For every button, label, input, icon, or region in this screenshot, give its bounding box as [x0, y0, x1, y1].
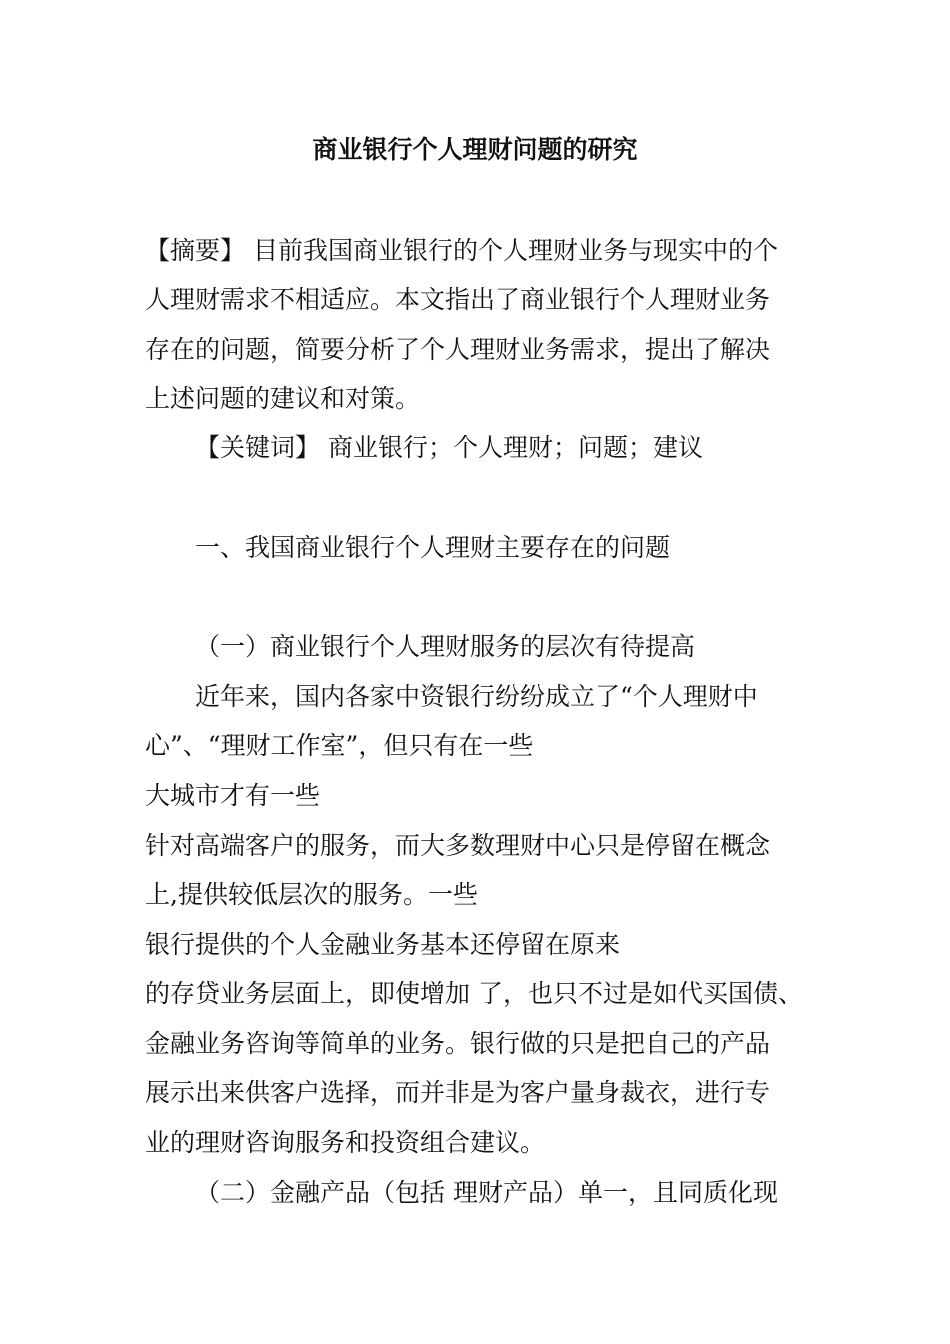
abstract-line-2: 人理财需求不相适应。本文指出了商业银行个人理财业务 — [145, 285, 771, 314]
keywords-line: 【关键词】 商业银行；个人理财；问题；建议 — [195, 433, 703, 462]
document-title: 商业银行个人理财问题的研究 — [312, 135, 638, 164]
subsection-heading-2: （二）金融产品（包括 理财产品）单一，且同质化现 — [195, 1178, 778, 1207]
paragraph-line: 近年来，国内各家中资银行纷纷成立了“个人理财中 — [195, 682, 758, 711]
abstract-line-3: 存在的问题，简要分析了个人理财业务需求，提出了解决 — [145, 335, 771, 364]
paragraph-line: 业的理财咨询服务和投资组合建议。 — [145, 1128, 546, 1157]
subsection-heading-1: （一）商业银行个人理财服务的层次有待提高 — [195, 632, 696, 661]
paragraph-line: 银行提供的个人金融业务基本还停留在原来 — [145, 930, 621, 959]
paragraph-line: 心”、“理财工作室”，但只有在一些 — [145, 731, 534, 760]
abstract-line-1: 【摘要】 目前我国商业银行的个人理财业务与现实中的个 — [145, 236, 778, 265]
paragraph-line: 上,提供较低层次的服务。一些 — [145, 880, 478, 909]
section-heading-1: 一、我国商业银行个人理财主要存在的问题 — [195, 533, 671, 562]
paragraph-line: 金融业务咨询等简单的业务。银行做的只是把自己的产品 — [145, 1029, 771, 1058]
paragraph-line: 大城市才有一些 — [145, 781, 321, 810]
paragraph-line: 的存贷业务层面上，即使增加 了，也只不过是如代买国债、 — [145, 979, 803, 1008]
paragraph-line: 针对高端客户的服务，而大多数理财中心只是停留在概念 — [145, 831, 771, 860]
abstract-line-4: 上述问题的建议和对策。 — [145, 384, 421, 413]
paragraph-line: 展示出来供客户选择，而并非是为客户量身裁衣，进行专 — [145, 1078, 771, 1107]
